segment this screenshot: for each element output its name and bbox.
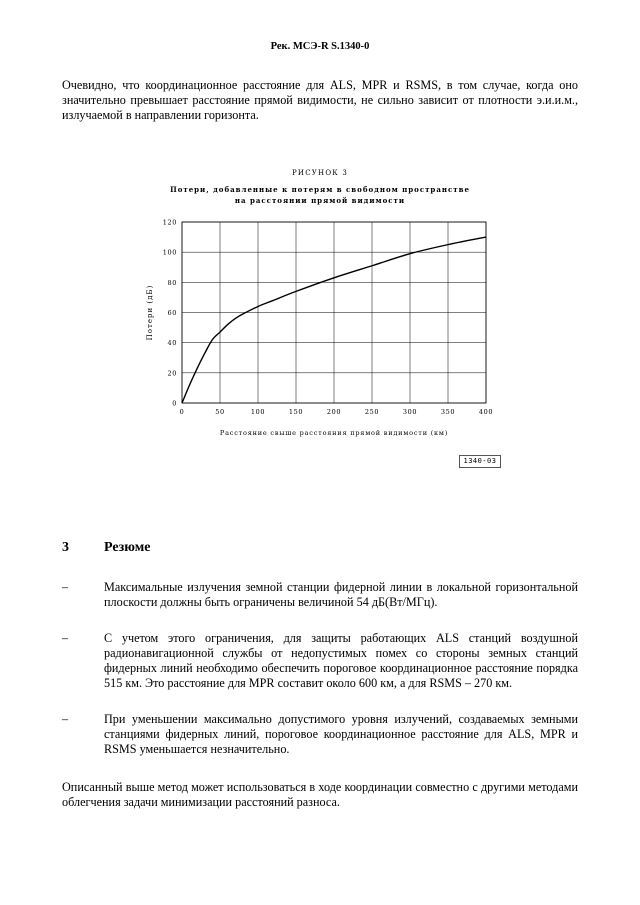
x-tick-labels xyxy=(180,408,493,416)
bullet-dash: – xyxy=(62,580,69,594)
chart-grid xyxy=(182,222,486,403)
page-header: Рек. МСЭ-R S.1340-0 xyxy=(270,41,370,52)
y-tick-label: 100 xyxy=(162,248,177,257)
y-tick-label: 120 xyxy=(162,218,177,227)
loss-chart xyxy=(130,210,510,445)
intro-paragraph: Очевидно, что координационное расстояние для ALS, MPR и RSMS, в том случае, когда оно значительно превышает расстояние прямой видимости, не сильно зависит от плотности э.и.и.м., излучаемой в направлении горизонта. xyxy=(62,78,578,122)
x-tick-label: 0 xyxy=(179,408,185,416)
section-title: Резюме xyxy=(104,540,151,555)
x-tick-label: 200 xyxy=(326,408,342,416)
y-tick-label: 60 xyxy=(167,309,177,317)
x-tick-label: 250 xyxy=(364,408,380,416)
figure-title-line2: на расстоянии прямой видимости xyxy=(234,196,406,205)
figure-title-line1: Потери, добавленные к потерям в свободном пространстве xyxy=(170,185,470,194)
bullet-dash: – xyxy=(62,712,69,726)
bullet-dash: – xyxy=(62,631,69,645)
x-tick-label: 150 xyxy=(288,408,304,416)
figure-id: 1340-03 xyxy=(459,455,501,468)
y-tick-label: 80 xyxy=(167,278,177,287)
bullet-text: При уменьшении максимально допустимого уровня излучений, создаваемых земными станциями фидерных линий, пороговое координационное расстояние для ALS, MPR и RSMS уменьшается незначительно. xyxy=(104,712,578,756)
section-number: 3 xyxy=(62,540,69,555)
y-tick-label: 20 xyxy=(167,369,177,378)
y-tick-label: 40 xyxy=(167,339,177,348)
x-tick-label: 400 xyxy=(478,408,494,416)
x-tick-label: 100 xyxy=(250,408,266,416)
y-tick-label: 0 xyxy=(172,399,177,408)
x-tick-label: 50 xyxy=(215,408,225,416)
x-tick-label: 300 xyxy=(402,408,418,416)
bullet-text: Максимальные излучения земной станции фидерной линии в локальной горизонтальной плоскости должны быть ограничены величиной 54 дБ(Вт/МГц). xyxy=(104,580,578,609)
y-axis-label: Потери (дБ) xyxy=(146,284,154,341)
x-axis-label: Расстояние свыше расстояния прямой видимости (км) xyxy=(219,429,449,437)
bullet-text: С учетом этого ограничения, для защиты работающих ALS станций воздушной радионавигационной службы от недопустимых помех со стороны земных станций фидерных линий необходимо обеспечить пороговое координационное расстояние порядка 515 км. Это расстояние для MPR составит около 600 км, а для RSMS – 270 км. xyxy=(104,631,578,690)
closing-paragraph: Описанный выше метод может использоваться в ходе координации совместно с другими методами облегчения задачи минимизации расстояний разноса. xyxy=(62,780,578,809)
figure-label: РИСУНОК 3 xyxy=(292,169,348,177)
x-tick-label: 350 xyxy=(440,408,456,416)
section-heading xyxy=(62,540,150,556)
y-tick-labels xyxy=(163,219,177,408)
